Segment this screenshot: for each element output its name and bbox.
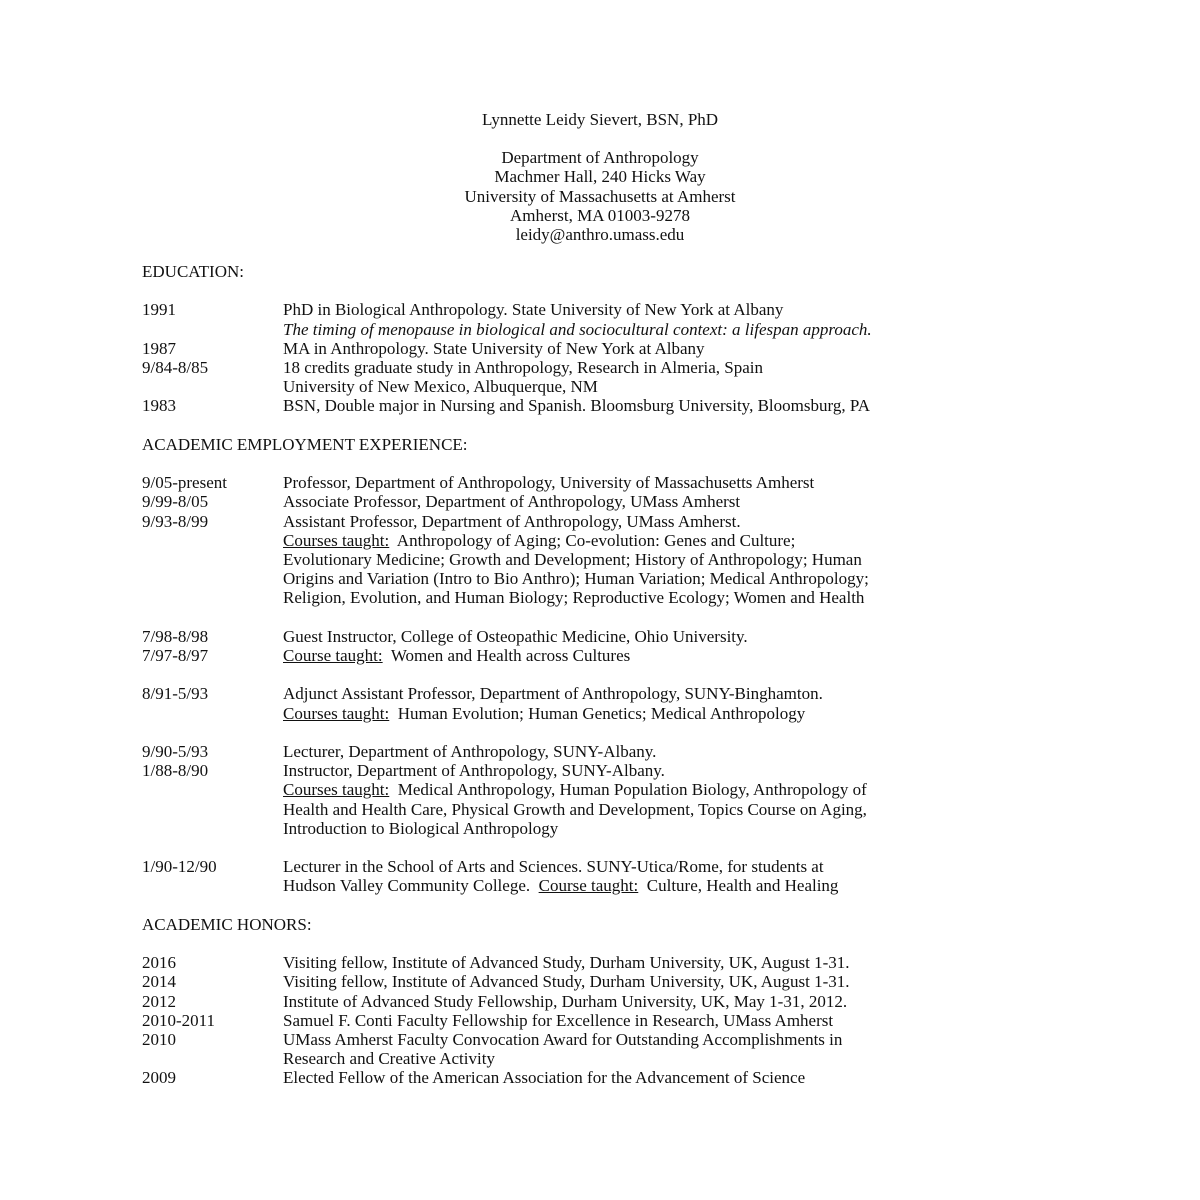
entry-date: 1/90-12/90 [142, 857, 217, 877]
education-entry [142, 300, 1142, 338]
courses-line [283, 780, 1142, 799]
courses-line [283, 531, 1142, 550]
entry-text: Research and Creative Activity [283, 1049, 495, 1069]
university: University of Massachusetts at Amherst [464, 186, 736, 206]
honor-entry [142, 953, 1142, 972]
course-label: Course taught: [538, 876, 639, 896]
employment-entry [142, 684, 1142, 722]
entry-date: 9/99-8/05 [142, 492, 209, 512]
entry-text: BSN, Double major in Nursing and Spanish. Bloomsburg University, Bloomsburg, PA [283, 396, 870, 416]
entry-text: Guest Instructor, College of Osteopathic Medicine, Ohio University. [283, 626, 748, 646]
entry-text: Lecturer in the School of Arts and Sciences. SUNY-Utica/Rome, for students at [283, 857, 824, 877]
entry-date: 1987 [142, 338, 176, 358]
building-address: Machmer Hall, 240 Hicks Way [494, 167, 706, 187]
entry-text: MA in Anthropology. State University of New York at Albany [283, 338, 705, 358]
courses-text: Health and Health Care, Physical Growth and Development, Topics Course on Aging, [283, 799, 867, 819]
education-entry [142, 358, 1142, 396]
entry-text: Hudson Valley Community College. [283, 876, 539, 896]
honor-entry [142, 992, 1142, 1011]
entry-text: Visiting fellow, Institute of Advanced Study, Durham University, UK, August 1-31. [283, 953, 850, 973]
honor-entry [142, 1011, 1142, 1030]
entry-date: 7/98-8/98 [142, 626, 209, 646]
entry-date: 1983 [142, 396, 176, 416]
honor-entry [142, 1068, 1142, 1087]
author-name: Lynnette Leidy Sievert, BSN, PhD [481, 110, 719, 129]
entry-text: Instructor, Department of Anthropology, SUNY-Albany. [283, 761, 665, 781]
entry-text: UMass Amherst Faculty Convocation Award for Outstanding Accomplishments in [283, 1029, 843, 1049]
employment-entry [142, 761, 1142, 838]
entry-date: 2009 [142, 1068, 176, 1088]
entry-text: Elected Fellow of the American Association for the Advancement of Science [283, 1068, 806, 1088]
entry-text-line-2 [283, 876, 1142, 895]
dissertation-title: The timing of menopause in biological and sociocultural context: a lifespan approach. [283, 319, 872, 339]
education-entry [142, 339, 1142, 358]
entry-text: Professor, Department of Anthropology, University of Massachusetts Amherst [283, 473, 815, 493]
entry-date: 2010-2011 [142, 1010, 216, 1030]
cv-body [142, 262, 1142, 1088]
entry-date: 1/88-8/90 [142, 761, 209, 781]
employment-entry [142, 627, 1142, 646]
employment-entry [142, 742, 1142, 761]
courses-text: Women and Health across Cultures [382, 645, 631, 665]
entry-date: 9/93-8/99 [142, 511, 209, 531]
entry-date: 7/97-8/97 [142, 645, 209, 665]
education-entry [142, 396, 1142, 415]
course-label: Course taught: [283, 645, 383, 665]
courses-text: Culture, Health and Healing [638, 876, 839, 896]
entry-date: 2014 [142, 972, 176, 992]
entry-text: Institute of Advanced Study Fellowship, Durham University, UK, May 1-31, 2012. [283, 991, 848, 1011]
entry-text: Samuel F. Conti Faculty Fellowship for Excellence in Research, UMass Amherst [283, 1010, 834, 1030]
employment-entry [142, 492, 1142, 511]
courses-text: Human Evolution; Human Genetics; Medical Anthropology [389, 703, 806, 723]
entry-date: 8/91-5/93 [142, 684, 209, 704]
entry-text: Lecturer, Department of Anthropology, SUNY-Albany. [283, 741, 657, 761]
entry-text: University of New Mexico, Albuquerque, NM [283, 377, 598, 397]
entry-date: 9/84-8/85 [142, 357, 209, 377]
courses-text: Origins and Variation (Intro to Bio Anthro); Human Variation; Medical Anthropology; [283, 569, 869, 589]
city-state-zip: Amherst, MA 01003-9278 [510, 205, 690, 225]
courses-text: Introduction to Biological Anthropology [283, 818, 559, 838]
courses-text: Anthropology of Aging; Co-evolution: Genes and Culture; [389, 530, 796, 550]
entry-date: 2012 [142, 991, 176, 1011]
employment-entry [142, 646, 1142, 665]
courses-line [283, 704, 1142, 723]
courses-label: Courses taught: [283, 780, 390, 800]
education-heading: EDUCATION: [142, 262, 244, 281]
employment-entry [142, 512, 1142, 608]
honor-entry [142, 972, 1142, 991]
entry-date: 9/05-present [142, 473, 227, 493]
entry-date: 2010 [142, 1029, 176, 1049]
courses-text: Evolutionary Medicine; Growth and Development; History of Anthropology; Human [283, 549, 862, 569]
entry-text: Visiting fellow, Institute of Advanced Study, Durham University, UK, August 1-31. [283, 972, 850, 992]
entry-text: Assistant Professor, Department of Anthropology, UMass Amherst. [283, 511, 741, 531]
courses-line [283, 646, 1142, 665]
employment-entry [142, 857, 1142, 895]
honor-entry [142, 1030, 1142, 1068]
courses-label: Courses taught: [283, 530, 390, 550]
entry-date: 2016 [142, 953, 176, 973]
entry-date: 1991 [142, 300, 176, 320]
entry-text: PhD in Biological Anthropology. State University of New York at Albany [283, 300, 784, 320]
entry-text: Associate Professor, Department of Anthropology, UMass Amherst [283, 492, 741, 512]
department: Department of Anthropology [501, 148, 699, 168]
courses-text: Medical Anthropology, Human Population Biology, Anthropology of [389, 780, 867, 800]
honors-heading: ACADEMIC HONORS: [142, 914, 312, 934]
employment-entry [142, 473, 1142, 492]
entry-text: 18 credits graduate study in Anthropology, Research in Almeria, Spain [283, 357, 763, 377]
cv-header [0, 110, 1200, 244]
courses-text: Religion, Evolution, and Human Biology; Reproductive Ecology; Women and Health [283, 588, 865, 608]
entry-date: 9/90-5/93 [142, 741, 209, 761]
employment-heading: ACADEMIC EMPLOYMENT EXPERIENCE: [142, 434, 468, 454]
courses-label: Courses taught: [283, 703, 390, 723]
entry-text: Adjunct Assistant Professor, Department of Anthropology, SUNY-Binghamton. [283, 684, 823, 704]
email-address: leidy@anthro.umass.edu [515, 225, 685, 245]
